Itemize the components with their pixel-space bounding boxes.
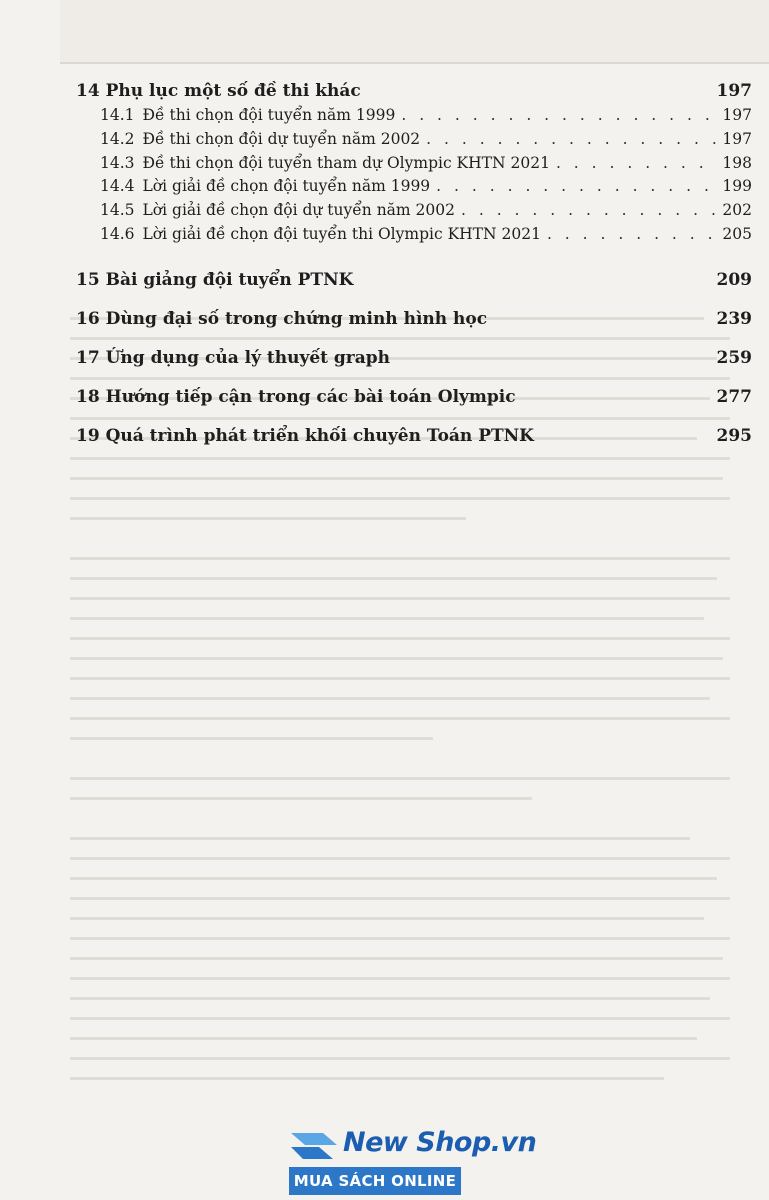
chapter-title: 16 Dùng đại số trong chứng minh hình học: [76, 308, 488, 329]
section-page-number: 205: [722, 224, 752, 243]
section-title: Lời giải đề chọn đội tuyển năm 1999: [142, 177, 431, 196]
toc-chapter-15[interactable]: [76, 269, 752, 291]
toc-chapter-17[interactable]: [76, 347, 752, 369]
newshop-logo-icon: [289, 1129, 341, 1163]
table-of-contents: [76, 80, 752, 447]
section-title: Đề thi chọn đội tuyển năm 1999: [142, 106, 396, 124]
section-number: 14.3: [100, 153, 135, 172]
chapter-title: 17 Ứng dụng của lý thuyết graph: [76, 347, 391, 368]
brand-name: New Shop.vn: [343, 1127, 537, 1158]
section-title: Đề thi chọn đội dự tuyển năm 2002: [142, 129, 421, 148]
chapter-page-number: 277: [716, 386, 752, 407]
toc-section-14-2[interactable]: [76, 128, 752, 152]
toc-chapter-16[interactable]: [76, 308, 752, 330]
section-number: 14.2: [100, 129, 135, 148]
section-number: 14.5: [100, 201, 135, 220]
newshop-watermark: [289, 1123, 537, 1197]
toc-section-14-5[interactable]: [76, 199, 752, 223]
dot-leader: [556, 152, 716, 176]
toc-section-list: [76, 104, 752, 247]
section-page-number: 197: [722, 129, 752, 148]
toc-chapter-19[interactable]: [76, 425, 752, 447]
chapter-page-number: 209: [716, 269, 752, 290]
toc-chapter-18[interactable]: [76, 386, 752, 408]
toc-section-14-3[interactable]: [76, 152, 752, 176]
section-page-number: 198: [722, 153, 752, 172]
toc-section-14-1[interactable]: [76, 104, 752, 128]
section-title: Lời giải đề chọn đội tuyển thi Olympic KHTN 2021: [142, 224, 541, 243]
section-title: Lời giải đề chọn đội dự tuyển năm 2002: [142, 201, 455, 220]
chapter-title: 14 Phụ lục một số đề thi khác: [76, 81, 361, 101]
tagline-text: MUA SÁCH ONLINE: [293, 1172, 457, 1190]
toc-section-14-6[interactable]: [76, 223, 752, 247]
dot-leader: [547, 223, 716, 247]
chapter-title: 19 Quá trình phát triển khối chuyên Toán PTNK: [76, 425, 534, 446]
page-top-edge: [60, 0, 769, 64]
toc-section-14-4[interactable]: [76, 175, 752, 199]
dot-leader: [426, 128, 716, 152]
dot-leader: [401, 104, 716, 128]
dot-leader: [436, 175, 716, 199]
dot-leader: [461, 199, 716, 223]
chapter-title: 18 Hướng tiếp cận trong các bài toán Olympic: [76, 386, 516, 407]
section-number: 14.6: [100, 224, 135, 243]
section-title: Đề thi chọn đội tuyển tham dự Olympic KHTN 2021: [142, 153, 550, 172]
toc-chapter-14[interactable]: [76, 80, 752, 102]
section-page-number: 202: [722, 201, 752, 220]
section-page-number: 199: [722, 177, 752, 196]
chapter-title: 15 Bài giảng đội tuyển PTNK: [76, 269, 354, 290]
chapter-page-number: 239: [716, 308, 752, 329]
chapter-page-number: 197: [716, 81, 752, 101]
section-number: 14.4: [100, 177, 135, 196]
tagline-banner: [289, 1167, 461, 1195]
section-number: 14.1: [100, 106, 135, 124]
section-page-number: 197: [722, 106, 752, 124]
chapter-page-number: 259: [716, 347, 752, 368]
chapter-page-number: 295: [716, 425, 752, 446]
